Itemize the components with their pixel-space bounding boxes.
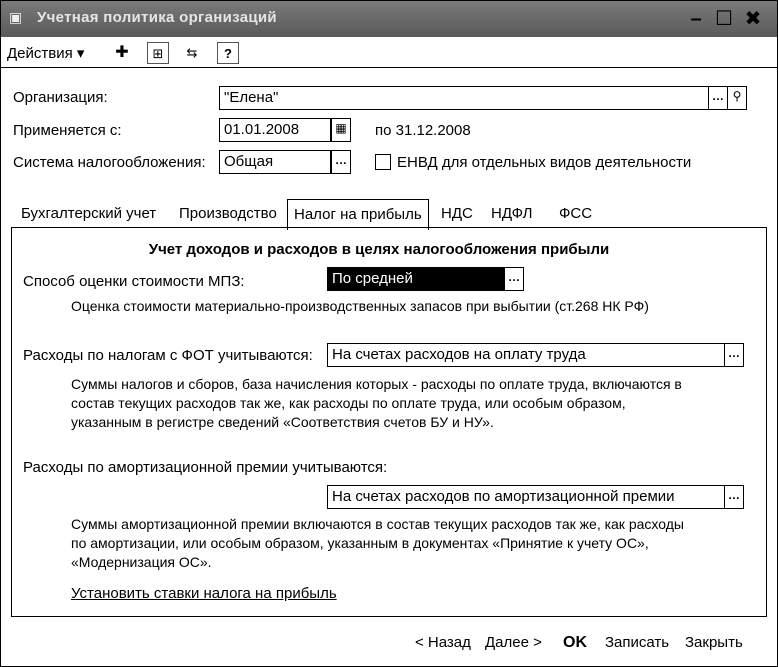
structure-icon[interactable]: ⊞: [147, 42, 169, 64]
envd-label: ЕНВД для отдельных видов деятельности: [397, 154, 692, 171]
close-button[interactable]: Закрыть: [685, 634, 743, 651]
mpz-method-field[interactable]: По средней: [327, 267, 505, 291]
maximize-icon[interactable]: ☐: [715, 8, 733, 30]
panel-heading: Учет доходов и расходов в целях налогообложения прибыли: [148, 241, 610, 258]
window-menu-icon[interactable]: ▣: [9, 9, 23, 25]
mpz-select-button[interactable]: …: [504, 267, 524, 291]
tax-system-select-button[interactable]: …: [331, 150, 351, 174]
fot-label: Расходы по налогам с ФОТ учитываются:: [23, 347, 313, 364]
amort-label: Расходы по амортизационной премии учитываются:: [23, 459, 388, 476]
save-button[interactable]: Записать: [605, 634, 670, 651]
actions-menu[interactable]: [7, 44, 84, 62]
tab-production[interactable]: Производство: [179, 205, 277, 222]
applies-from-label: Применяется с:: [13, 122, 122, 139]
help-icon[interactable]: ?: [217, 42, 239, 64]
tax-system-label: Система налогообложения:: [13, 154, 206, 171]
organization-field[interactable]: "Елена": [219, 86, 709, 110]
back-button[interactable]: < Назад: [415, 634, 471, 651]
minimize-icon[interactable]: –: [690, 8, 702, 30]
mpz-note: Оценка стоимости материально-производственных запасов при выбытии (ст.268 НК РФ): [71, 298, 649, 314]
amort-expenses-field[interactable]: На счетах расходов по амортизационной премии: [327, 485, 725, 509]
bottom-bar: [1, 626, 777, 666]
fot-select-button[interactable]: …: [724, 343, 744, 367]
tax-system-field[interactable]: Общая: [219, 150, 331, 174]
fot-expenses-field[interactable]: На счетах расходов на оплату труда: [327, 343, 725, 367]
close-icon[interactable]: ✖: [744, 8, 762, 30]
ok-button[interactable]: OK: [563, 634, 587, 651]
organization-select-button[interactable]: …: [708, 86, 728, 110]
tab-accounting[interactable]: Бухгалтерский учет: [21, 205, 157, 222]
chevron-down-icon: ▾: [76, 45, 85, 62]
calendar-icon[interactable]: ▦: [331, 118, 351, 142]
amort-select-button[interactable]: …: [724, 485, 744, 509]
applies-to-text: по 31.12.2008: [375, 122, 471, 139]
window-title: Учетная политика организаций: [37, 9, 277, 26]
tab-fss[interactable]: ФСС: [559, 205, 593, 222]
amort-note-line: по амортизации, или особым образом, указанным в документах «Принятие к учету ОС»,: [71, 535, 649, 551]
amort-note: [71, 515, 684, 572]
fot-note-line: состав текущих расходов так же, как расходы по оплате труда, или особым образом,: [71, 395, 626, 411]
actions-label: Действия: [7, 45, 73, 62]
fot-note-line: Суммы налогов и сборов, база начисления которых - расходы по оплате труда, включаются в: [71, 376, 682, 392]
fot-note-line: указанным в регистре сведений «Соответствия счетов БУ и НУ».: [71, 414, 494, 430]
tab-vat[interactable]: НДС: [441, 205, 473, 222]
envd-checkbox[interactable]: [375, 154, 391, 170]
fot-note: [71, 375, 682, 432]
tab-profit-tax[interactable]: Налог на прибыль: [287, 199, 429, 230]
tab-ndfl[interactable]: НДФЛ: [491, 205, 533, 222]
set-tax-rates-link[interactable]: Установить ставки налога на прибыль: [71, 585, 337, 602]
amort-note-line: Суммы амортизационной премии включаются в состав текущих расходов так же, как расходы: [71, 516, 684, 532]
organization-label: Организация:: [13, 89, 108, 106]
mpz-label: Способ оценки стоимости МПЗ:: [23, 273, 245, 290]
amort-note-line: «Модернизация ОС».: [71, 554, 212, 570]
toolbar: [1, 39, 777, 68]
applies-from-field[interactable]: 01.01.2008: [219, 118, 331, 142]
refresh-icon[interactable]: ⇆: [186, 45, 198, 60]
search-icon[interactable]: ⚲: [727, 86, 747, 110]
title-bar[interactable]: [1, 1, 777, 37]
next-button[interactable]: Далее >: [485, 634, 542, 651]
save-move-icon[interactable]: ✚: [115, 44, 129, 61]
